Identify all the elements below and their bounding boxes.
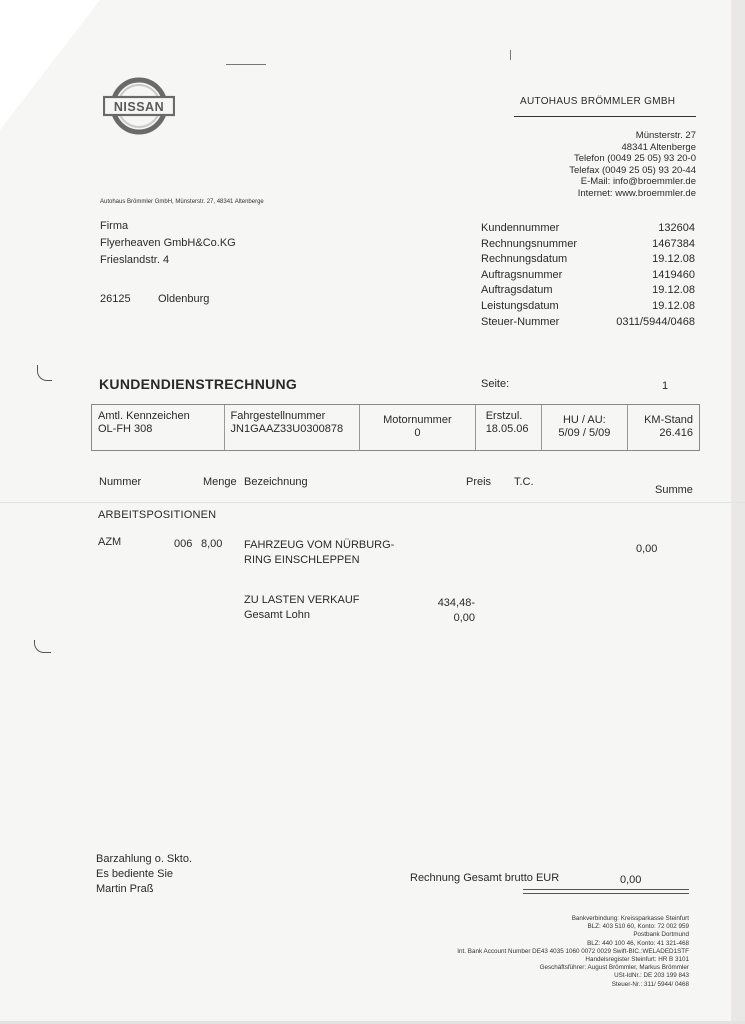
meta-row — [481, 316, 695, 332]
vehicle-hu-au-cell — [542, 405, 629, 450]
hu-au-separator: / — [582, 427, 586, 439]
bank-line: Int. Bank Account Number DE43 4035 1060 0072 0029 Swift-BIC.:WELADED1STF — [457, 947, 689, 955]
vehicle-first-reg-cell — [476, 405, 542, 450]
bank-line: BLZ: 440 100 46, Konto: 41 321-468 — [587, 939, 689, 947]
col-header-bezeichnung: Bezeichnung — [244, 476, 308, 488]
col-header-menge: Menge — [203, 476, 237, 488]
bank-line: Handelsregister Steinfurt: HR B 3101 — [585, 956, 689, 964]
recipient-line: Flyerheaven GmbH&Co.KG — [100, 237, 236, 249]
first-reg-value: 18.05.06 — [485, 423, 529, 435]
engine-label: Motornummer — [383, 414, 452, 426]
address-fax: Telefax (0049 25 05) 93 20-44 — [569, 164, 696, 176]
page-edge-shadow — [731, 0, 745, 1024]
recipient-line: Frieslandstr. 4 — [100, 254, 170, 266]
address-website: Internet: www.broemmler.de — [577, 187, 696, 199]
bank-details — [457, 915, 689, 989]
vehicle-table — [91, 404, 700, 451]
invoice-meta — [481, 222, 695, 331]
col-header-tc: T.C. — [514, 476, 534, 488]
meta-row — [481, 300, 695, 316]
meta-value: 0311/5944/0468 — [616, 315, 695, 328]
col-header-preis: Preis — [466, 476, 492, 488]
item-description — [244, 538, 394, 568]
footer-line: Barzahlung o. Skto. — [96, 853, 193, 865]
meta-row — [481, 253, 695, 269]
meta-label: Rechnungsdatum — [481, 253, 568, 266]
recipient-address — [100, 218, 236, 269]
col-header-summe: Summe — [655, 484, 693, 496]
meta-row — [481, 284, 695, 300]
item-number: AZM — [98, 536, 122, 548]
scan-mark — [510, 50, 511, 60]
subitem-price: 0,00 — [453, 612, 475, 624]
bank-line: USt-IdNr.: DE 203 199 843 — [614, 972, 689, 980]
meta-row — [481, 238, 695, 254]
subitem-line: ZU LASTEN VERKAUF — [244, 594, 360, 606]
scan-mark — [226, 64, 266, 65]
footer-line: Martin Praß — [96, 883, 154, 895]
item-quantity: 8,00 — [201, 538, 223, 550]
meta-value: 1467384 — [652, 237, 695, 250]
dealer-underline — [514, 116, 696, 117]
hu-value: 5/09 — [558, 427, 580, 439]
bank-line: Postbank Dortmund — [633, 931, 689, 939]
km-label: KM-Stand — [644, 414, 693, 426]
total-double-rule — [523, 889, 689, 894]
dealer-address — [569, 130, 696, 199]
vehicle-vin-cell — [225, 405, 361, 450]
punch-hole-mark — [37, 365, 52, 381]
engine-value: 0 — [414, 427, 421, 439]
address-email: E-Mail: info@broemmler.de — [580, 176, 696, 187]
first-reg-label: Erstzul. — [485, 410, 523, 422]
invoice-title: KUNDENDIENSTRECHNUNG — [99, 376, 298, 392]
meta-label: Leistungsdatum — [481, 299, 559, 312]
col-header-nummer: Nummer — [99, 476, 142, 488]
meta-label: Steuer-Nummer — [481, 315, 560, 328]
km-value: 26.416 — [659, 427, 693, 439]
meta-label: Kundennummer — [481, 222, 560, 234]
bank-line: Bankverbindung: Kreissparkasse Steinfurt — [571, 915, 689, 922]
vehicle-plate-cell — [92, 405, 225, 450]
bank-line: BLZ: 403 510 60, Konto: 72 002 959 — [587, 923, 689, 931]
total-value: 0,00 — [620, 874, 642, 886]
punch-hole-mark — [34, 640, 51, 653]
recipient-line: Firma — [100, 220, 129, 232]
vin-label: Fahrgestellnummer — [230, 410, 326, 422]
meta-row — [481, 222, 695, 238]
address-city: 48341 Altenberge — [621, 141, 696, 153]
logo-wordmark: NISSAN — [113, 100, 165, 114]
sender-line: Autohaus Brömmler GmbH, Münsterstr. 27, 48341 Altenberge — [100, 199, 264, 205]
item-sum: 0,00 — [636, 543, 658, 555]
meta-value: 19.12.08 — [652, 284, 695, 297]
vehicle-engine-cell — [360, 405, 476, 450]
hu-au-values — [548, 427, 622, 440]
subitem-price: 434,48- — [437, 597, 475, 609]
footer-line: Es bediente Sie — [96, 868, 174, 880]
subitem-line: Gesamt Lohn — [244, 609, 311, 621]
plate-value: OL-FH 308 — [98, 423, 153, 435]
meta-value: 1419460 — [652, 268, 695, 281]
total-label: Rechnung Gesamt brutto EUR — [410, 872, 560, 884]
section-heading: ARBEITSPOSITIONEN — [98, 509, 217, 521]
meta-label: Auftragsdatum — [481, 284, 553, 297]
meta-value: 19.12.08 — [652, 253, 695, 266]
vin-value: JN1GAAZ33U0300878 — [230, 423, 344, 435]
subitem-prices — [437, 596, 475, 626]
page-number: 1 — [662, 380, 669, 392]
address-phone: Telefon (0049 25 05) 93 20-0 — [573, 153, 696, 164]
folded-corner — [0, 0, 100, 130]
subitem-description — [244, 593, 360, 623]
payment-note — [96, 852, 192, 897]
page-label: Seite: — [481, 378, 510, 390]
address-street: Münsterstr. 27 — [635, 130, 696, 141]
item-code: 006 — [174, 538, 193, 550]
meta-value: 19.12.08 — [652, 299, 695, 312]
meta-label: Auftragsnummer — [481, 268, 563, 281]
plate-label: Amtl. Kennzeichen — [98, 410, 190, 422]
bank-line: Steuer-Nr.: 311/ 5944/ 0468 — [611, 980, 689, 988]
fold-line — [0, 502, 745, 503]
meta-label: Rechnungsnummer — [481, 237, 577, 250]
hu-au-label: HU / AU: — [562, 414, 606, 426]
recipient-zip: 26125 — [100, 293, 131, 305]
item-description-line: RING EINSCHLEPPEN — [244, 554, 360, 566]
recipient-city: Oldenburg — [158, 293, 210, 305]
au-value: 5/09 — [588, 427, 611, 439]
vehicle-km-cell — [628, 405, 699, 450]
item-description-line: FAHRZEUG VOM NÜRBURG- — [244, 539, 395, 551]
meta-row — [481, 269, 695, 285]
nissan-logo — [103, 77, 175, 135]
meta-value: 132604 — [658, 222, 695, 234]
bank-line: Geschäftsführer: August Brömmler, Markus Brömmler — [539, 964, 689, 972]
dealer-name: AUTOHAUS BRÖMMLER GMBH — [520, 96, 676, 107]
